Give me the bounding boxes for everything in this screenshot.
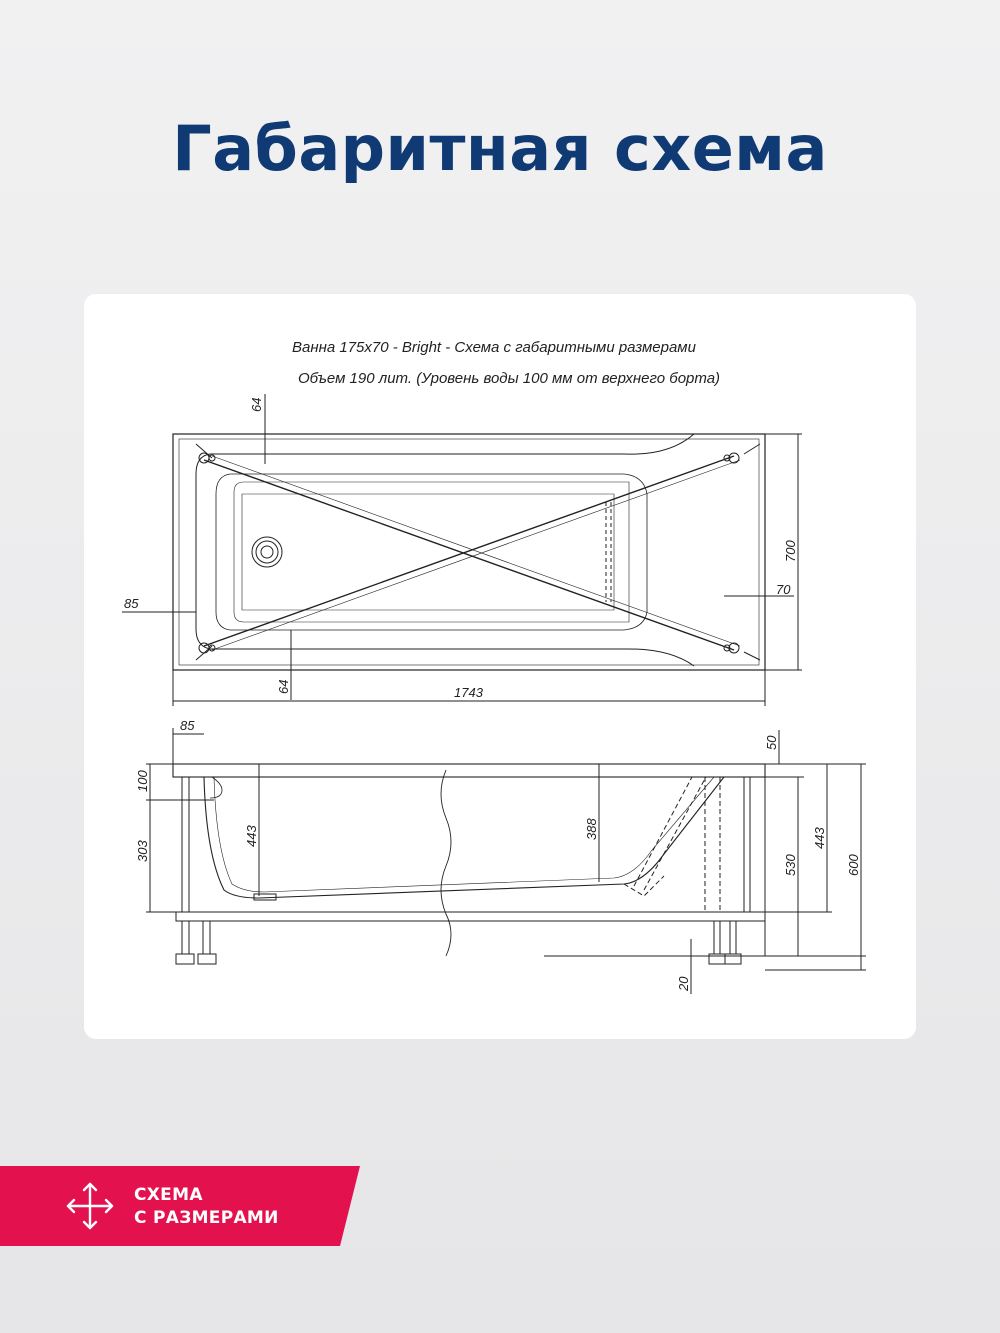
dim-depth-388: 388 xyxy=(584,818,599,840)
scheme-badge xyxy=(0,1166,360,1246)
dim-inner-443: 443 xyxy=(244,825,259,847)
arrows-move-icon xyxy=(62,1178,118,1234)
dim-total-600: 600 xyxy=(846,854,861,876)
dim-feet-20: 20 xyxy=(676,976,691,991)
dim-rim-50: 50 xyxy=(764,735,779,750)
dim-left-85: 85 xyxy=(124,596,139,611)
dim-length-1743: 1743 xyxy=(454,685,483,700)
badge-line-1: СХЕМА xyxy=(134,1185,203,1205)
top-view xyxy=(122,394,802,706)
drawing-caption-2: Объем 190 лит. (Уровень воды 100 мм от верхнего борта) xyxy=(298,370,721,387)
dim-right-70: 70 xyxy=(776,582,791,597)
side-view xyxy=(135,718,866,994)
dim-left-303: 303 xyxy=(135,840,150,862)
dim-bottom-64: 64 xyxy=(276,679,291,694)
bathtub-dimension-drawing xyxy=(84,294,916,1039)
dim-side-85: 85 xyxy=(180,718,195,733)
drawing-caption-1: Ванна 175х70 - Bright - Схема с габаритными размерами xyxy=(292,339,696,356)
dim-left-100: 100 xyxy=(135,770,150,792)
dim-height-700: 700 xyxy=(783,540,798,562)
dim-right-530: 530 xyxy=(783,854,798,876)
dim-top-64: 64 xyxy=(249,397,264,412)
dim-right-443: 443 xyxy=(812,827,827,849)
page-title: Габаритная схема xyxy=(172,112,828,185)
diagram-card xyxy=(84,294,916,1039)
badge-label xyxy=(134,1184,279,1230)
badge-line-2: С РАЗМЕРАМИ xyxy=(134,1208,279,1228)
